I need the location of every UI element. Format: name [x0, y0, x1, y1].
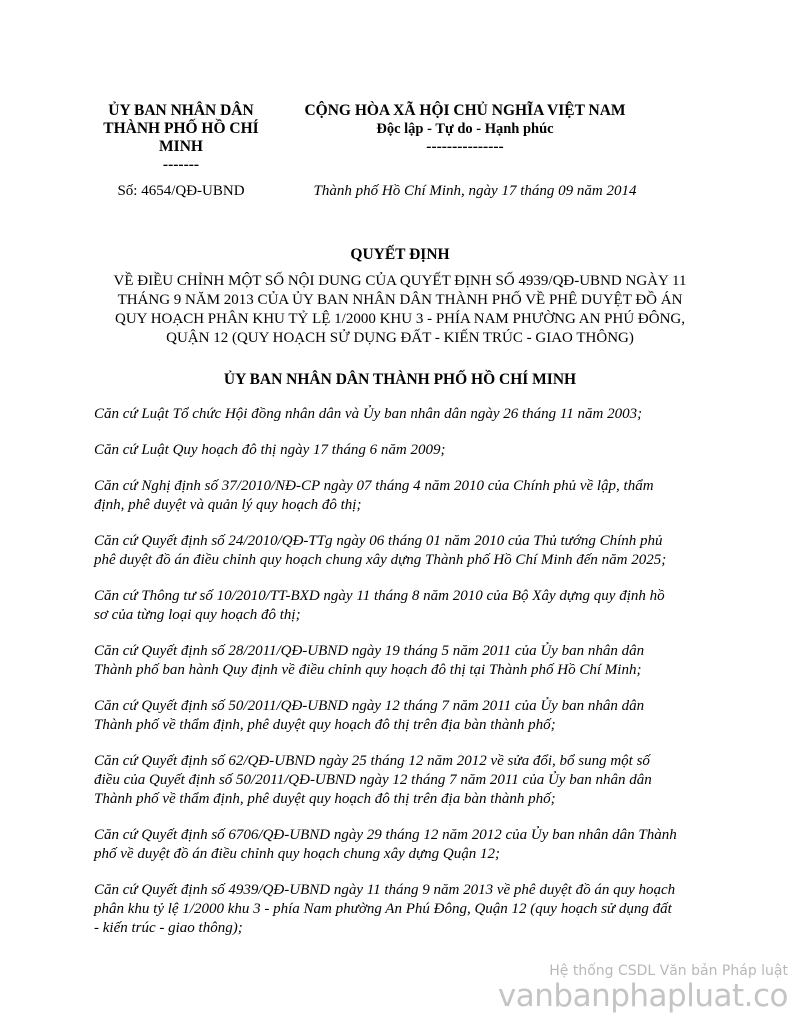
basis-line: Thành phố về thẩm định, phê duyệt quy hoạch đô thị trên địa bàn thành phố;: [94, 791, 556, 807]
place-and-date: Thành phố Hồ Chí Minh, ngày 17 tháng 09 năm 2014: [313, 183, 637, 199]
basis-line: Căn cứ Nghị định số 37/2010/NĐ-CP ngày 07 tháng 4 năm 2010 của Chính phủ về lập, thẩm: [94, 478, 654, 494]
national-motto: Độc lập - Tự do - Hạnh phúc: [376, 121, 554, 137]
basis-line: - kiến trúc - giao thông);: [94, 920, 243, 936]
subject-line: THÁNG 9 NĂM 2013 CỦA ỦY BAN NHÂN DÂN THÀNH PHỐ VỀ PHÊ DUYỆT ĐỒ ÁN: [117, 292, 683, 308]
issuing-body: ỦY BAN NHÂN DÂN THÀNH PHỐ HỒ CHÍ MINH: [223, 371, 577, 388]
national-header: [290, 102, 640, 156]
country-name: CỘNG HÒA XÃ HỘI CHỦ NGHĨA VIỆT NAM: [304, 102, 626, 119]
authority-line-1: ỦY BAN NHÂN DÂN: [108, 102, 254, 119]
basis-line: Căn cứ Luật Tổ chức Hội đồng nhân dân và Ủy ban nhân dân ngày 26 tháng 11 năm 2003;: [94, 406, 643, 422]
basis-line: Căn cứ Quyết định số 4939/QĐ-UBND ngày 11 tháng 9 năm 2013 về phê duyệt đồ án quy hoạch: [94, 882, 676, 898]
legal-basis-paragraph: [94, 532, 718, 570]
document-title: QUYẾT ĐỊNH: [350, 246, 450, 263]
legal-basis-paragraph: [94, 587, 718, 625]
basis-line: Căn cứ Quyết định số 6706/QĐ-UBND ngày 29 tháng 12 năm 2012 của Ủy ban nhân dân Thành: [94, 827, 677, 843]
legal-basis-paragraph: [94, 881, 718, 938]
legal-basis-paragraph: [94, 826, 718, 864]
basis-line: Căn cứ Quyết định số 24/2010/QĐ-TTg ngày 06 tháng 01 năm 2010 của Thủ tướng Chính phủ: [94, 533, 663, 549]
legal-basis-paragraph: [94, 477, 718, 515]
subject-line: QUẬN 12 (QUY HOẠCH SỬ DỤNG ĐẤT - KIẾN TRÚC - GIAO THÔNG): [166, 330, 634, 346]
subject-line: QUY HOẠCH PHÂN KHU TỶ LỆ 1/2000 KHU 3 - PHÍA NAM PHƯỜNG AN PHÚ ĐÔNG,: [115, 311, 685, 327]
basis-line: điều của Quyết định số 50/2011/QĐ-UBND ngày 12 tháng 7 năm 2011 của Ủy ban nhân dân: [94, 772, 652, 788]
watermark-site: vanbanphapluat.co: [497, 978, 788, 1014]
authority-line-3: MINH: [159, 138, 203, 155]
basis-line: phố về duyệt đồ án điều chỉnh quy hoạch chung xây dựng Quận 12;: [94, 846, 500, 862]
motto-separator: ---------------: [426, 138, 504, 155]
legal-basis-paragraph: [94, 441, 718, 460]
legal-basis-paragraph: [94, 697, 718, 735]
issuing-authority-header: [96, 102, 266, 174]
basis-line: định, phê duyệt và quản lý quy hoạch đô thị;: [94, 497, 362, 513]
basis-line: Căn cứ Quyết định số 50/2011/QĐ-UBND ngày 12 tháng 7 năm 2011 của Ủy ban nhân dân: [94, 698, 645, 714]
basis-line: Căn cứ Thông tư số 10/2010/TT-BXD ngày 11 tháng 8 năm 2010 của Bộ Xây dựng quy định hồ: [94, 588, 665, 604]
document-subject: [88, 272, 712, 348]
basis-line: Thành phố về thẩm định, phê duyệt quy hoạch đô thị trên địa bàn thành phố;: [94, 717, 556, 733]
watermark-caption: Hệ thống CSDL Văn bản Pháp luật: [549, 963, 788, 979]
authority-line-2: THÀNH PHỐ HỒ CHÍ: [103, 120, 259, 137]
basis-line: Thành phố ban hành Quy định về điều chỉnh quy hoạch đô thị tại Thành phố Hồ Chí Minh;: [94, 662, 642, 678]
authority-separator: -------: [162, 156, 200, 173]
legal-basis-paragraph: [94, 642, 718, 680]
basis-line: phân khu tỷ lệ 1/2000 khu 3 - phía Nam phường An Phú Đông, Quận 12 (quy hoạch sử dụng đất: [94, 901, 672, 917]
basis-line: Căn cứ Quyết định số 28/2011/QĐ-UBND ngày 19 tháng 5 năm 2011 của Ủy ban nhân dân: [94, 643, 645, 659]
legal-bases: [94, 405, 718, 955]
basis-line: Căn cứ Quyết định số 62/QĐ-UBND ngày 25 tháng 12 năm 2012 về sửa đổi, bổ sung một số: [94, 753, 650, 769]
legal-basis-paragraph: [94, 405, 718, 424]
basis-line: sơ của từng loại quy hoạch đô thị;: [94, 607, 301, 623]
basis-line: Căn cứ Luật Quy hoạch đô thị ngày 17 tháng 6 năm 2009;: [94, 442, 446, 458]
document-number: Số: 4654/QĐ-UBND: [117, 183, 245, 199]
basis-line: phê duyệt đồ án điều chỉnh quy hoạch chung xây dựng Thành phố Hồ Chí Minh đến năm 2025;: [94, 552, 667, 568]
subject-line: VỀ ĐIỀU CHỈNH MỘT SỐ NỘI DUNG CỦA QUYẾT ĐỊNH SỐ 4939/QĐ-UBND NGÀY 11: [113, 273, 687, 289]
legal-basis-paragraph: [94, 752, 718, 809]
